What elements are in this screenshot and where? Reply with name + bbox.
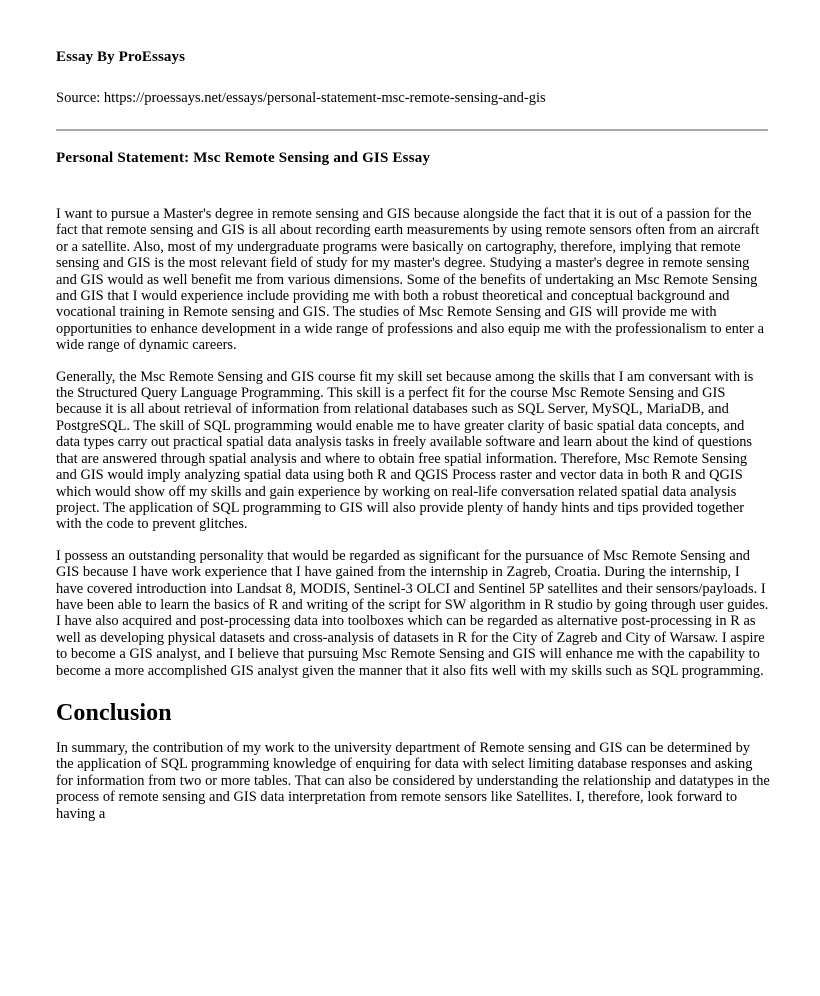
article-title: Personal Statement: Msc Remote Sensing and GIS Essay [56, 150, 431, 166]
paragraph: I possess an outstanding personality that would be regarded as significant for the pursuance of Msc Remote Sensing and GIS because I have work experience that I have gained from the internship in Zagreb, Croatia. During the internship, I have covered introduction into Landsat 8, MODIS, Sentinel-3 OLCI and Sentinel 5P satellites and their sensors/payloads. I have been able to learn the basics of R and writing of the script for SW algorithm in R studio by going through user guides. I have also acquired and post-processing data into toolboxes which can be regarded as alternative post-processing in R as well as developing physical datasets and cross-analysis of datasets in R for the City of Zagreb and City of Warsaw. I aspire to become a GIS analyst, and I believe that pursuing Msc Remote Sensing and GIS will enhance me with the capability to become a more accomplished GIS analyst given the manner that it also fits well with my skills such as SQL programming. [56, 547, 769, 679]
site-header: Essay By ProEssays [56, 49, 186, 65]
conclusion-heading: Conclusion [56, 699, 172, 726]
conclusion-paragraph: In summary, the contribution of my work to the university department of Remote sensing and GIS can be determined by the application of SQL programming knowledge of enquiring for data with select limiting database responses and asking for information from two or more tables. That can also be considered by understanding the relationship and datatypes in the process of remote sensing and GIS data interpretation from remote sensors like Satellites. I, therefore, look forward to having a [56, 739, 770, 822]
source-url-line: Source: https://proessays.net/essays/personal-statement-msc-remote-sensing-and-gis [56, 90, 546, 106]
essay-body [56, 206, 770, 822]
header-divider [56, 129, 768, 131]
paragraph: I want to pursue a Master's degree in remote sensing and GIS because alongside the fact that it is out of a passion for the fact that remote sensing and GIS is all about recording earth measurements by using remote sensors often from an aircraft or a satellite. Also, most of my undergraduate programs were basically on cartography, therefore, implying that remote sensing and GIS is the most relevant field of study for my master's degree. Studying a master's degree in remote sensing and GIS would as well benefit me from various dimensions. Some of the benefits of undertaking an Msc Remote Sensing and GIS that I would experience include providing me with both a robust theoretical and conceptual background and vocational training in Remote sensing and GIS. The studies of Msc Remote Sensing and GIS will provide me with opportunities to enhance development in a wide range of professions and also equip me with the professionalism to enter a wide range of dynamic careers. [56, 206, 765, 354]
paragraph: Generally, the Msc Remote Sensing and GIS course fit my skill set because among the skills that I am conversant with is the Structured Query Language Programming. This skill is a perfect fit for the course Msc Remote Sensing and GIS because it is all about retrieval of information from relational databases such as SQL Server, MySQL, MariaDB, and PostgreSQL. The skill of SQL programming would enable me to have greater clarity of basic spatial data concepts, and data types carry out practical spatial data analysis tasks in freely available software and learn about the kind of questions that are answered through spatial analysis and where to obtain free spatial information. Therefore, Msc Remote Sensing and GIS would imply analyzing spatial data using both R and QGIS Process raster and vector data in both R and QGIS which would show off my skills and gain experience by working on real-life conversation related spatial data analysis project. The application of SQL programming to GIS will also provide plenty of handy hints and tips provided together with the code to prevent glitches. [56, 368, 754, 533]
